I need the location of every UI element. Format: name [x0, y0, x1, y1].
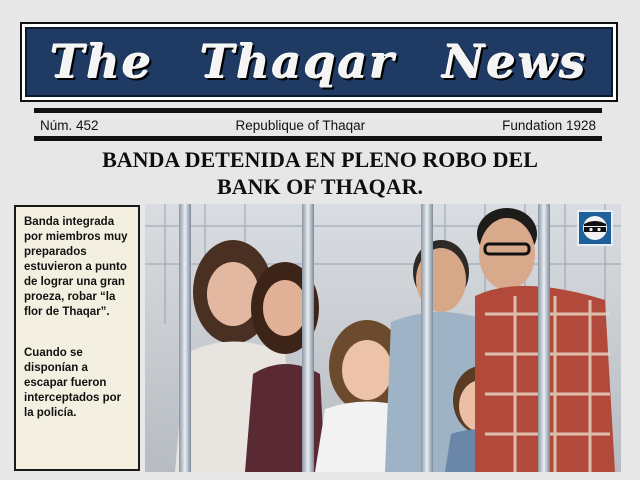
- sidebar-paragraph-2: Cuando se disponían a escapar fueron interceptados por la policía.: [24, 347, 122, 419]
- masked-robber-icon: [577, 210, 613, 246]
- bottom-rule: [34, 136, 602, 141]
- info-bar: [40, 114, 596, 136]
- masthead-word-news: News: [442, 35, 588, 89]
- foundation-year: Fundation 1928: [502, 117, 596, 133]
- jail-photo: [145, 204, 621, 472]
- country-name: Republique of Thaqar: [235, 117, 366, 133]
- headline-line-1: BANDA DETENIDA EN PLENO ROBO DEL: [102, 147, 538, 172]
- masthead-word-thaqar: Thaqar: [200, 35, 396, 89]
- headline-line-2: BANK OF THAQAR.: [217, 174, 423, 199]
- jail-photo-illustration: [145, 204, 621, 472]
- article-sidebar: [14, 205, 140, 471]
- sidebar-paragraph-1: Banda integrada por miembros muy preparados estuvieron a punto de lograr una gran proeza, robar “la flor de Thaqar”.: [24, 216, 128, 318]
- masthead: [20, 22, 618, 102]
- issue-number: Núm. 452: [40, 117, 99, 133]
- masthead-banner: [25, 27, 613, 97]
- headline: [40, 146, 600, 200]
- masthead-word-the: The: [50, 35, 154, 89]
- top-rule: [34, 108, 602, 113]
